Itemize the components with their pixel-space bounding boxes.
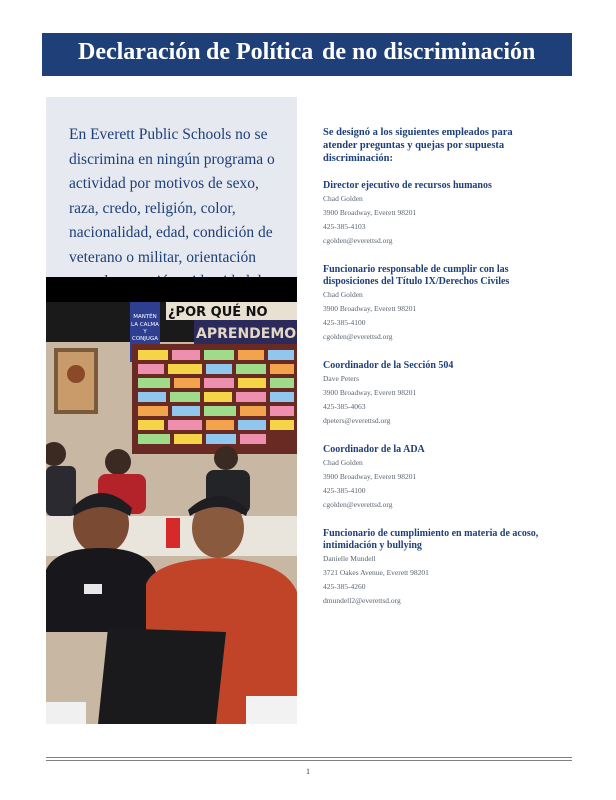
page-number: 1 <box>306 767 310 776</box>
contact-phone: 425-385-4103 <box>323 222 366 231</box>
contact-phone: 425-385-4260 <box>323 582 366 591</box>
title-word-3: de no discriminación <box>322 39 536 65</box>
contact-title: Director ejecutivo de recursos humanos <box>323 180 492 191</box>
contact-name: Chad Golden <box>323 458 363 467</box>
contact-email[interactable]: cgolden@everettsd.org <box>323 236 393 245</box>
contact-email[interactable]: dpeters@everettsd.org <box>323 416 391 425</box>
poster-line-2: LA CALMA <box>131 322 159 328</box>
contact-name: Danielle Mundell <box>323 554 376 563</box>
contact-phone: 425-385-4100 <box>323 486 366 495</box>
intro-text: En Everett Public Schools no se discrimina en ningún programa o actividad por motivos de sexo, raza, credo, religión, color, nacionalidad, edad, condición de veterano o militar, orientación <box>69 126 275 266</box>
contact-name: Dave Peters <box>323 374 360 383</box>
contact-email[interactable]: cgolden@everettsd.org <box>323 332 393 341</box>
title-word-1: Declaración <box>78 39 201 65</box>
photo-top-band <box>46 277 297 302</box>
contact-section <box>323 360 553 428</box>
contact-section <box>323 444 553 512</box>
contact-name: Chad Golden <box>323 194 363 203</box>
contact-title: Funcionario de cumplimiento en materia de acoso, intimidación y bullying <box>323 528 539 551</box>
left-panel <box>46 97 297 724</box>
footer-divider <box>46 760 572 761</box>
contact-address: 3900 Broadway, Everett 98201 <box>323 472 417 481</box>
contact-title: Funcionario responsable de cumplir con las disposiciones del Título IX/Derechos Civiles <box>323 264 510 287</box>
footer-divider <box>46 757 572 758</box>
contact-address: 3900 Broadway, Everett 98201 <box>323 304 417 313</box>
students-photo <box>46 302 297 724</box>
contact-address: 3900 Broadway, Everett 98201 <box>323 388 417 397</box>
poster-line-4: CONJUGA <box>132 336 158 342</box>
contact-title: Coordinador de la Sección 504 <box>323 360 454 371</box>
contacts-lead: Se designó a los siguientes empleados para atender preguntas y quejas por supuesta discriminación: <box>323 127 513 164</box>
contact-section <box>323 180 553 248</box>
contact-phone: 425-385-4063 <box>323 402 366 411</box>
contact-phone: 425-385-4100 <box>323 318 366 327</box>
poster-line-1: MANTÉN <box>133 314 157 320</box>
contacts-column <box>323 126 553 624</box>
photo-banner-text: APRENDEMO <box>196 326 297 342</box>
contact-email[interactable]: dmundell2@everettsd.org <box>323 596 401 605</box>
contact-email[interactable]: cgolden@everettsd.org <box>323 500 393 509</box>
poster-line-3: Y <box>143 329 147 335</box>
contact-section <box>323 528 553 608</box>
contact-address: 3721 Oakes Avenue, Everett 98201 <box>323 568 429 577</box>
contact-address: 3900 Broadway, Everett 98201 <box>323 208 417 217</box>
contact-title: Coordinador de la ADA <box>323 444 425 455</box>
title-word-2: de Política <box>206 39 314 65</box>
photo-sign-text: ¿POR QUÉ NO <box>168 305 268 320</box>
contact-section <box>323 264 553 344</box>
title-bar <box>42 33 572 76</box>
contact-name: Chad Golden <box>323 290 363 299</box>
